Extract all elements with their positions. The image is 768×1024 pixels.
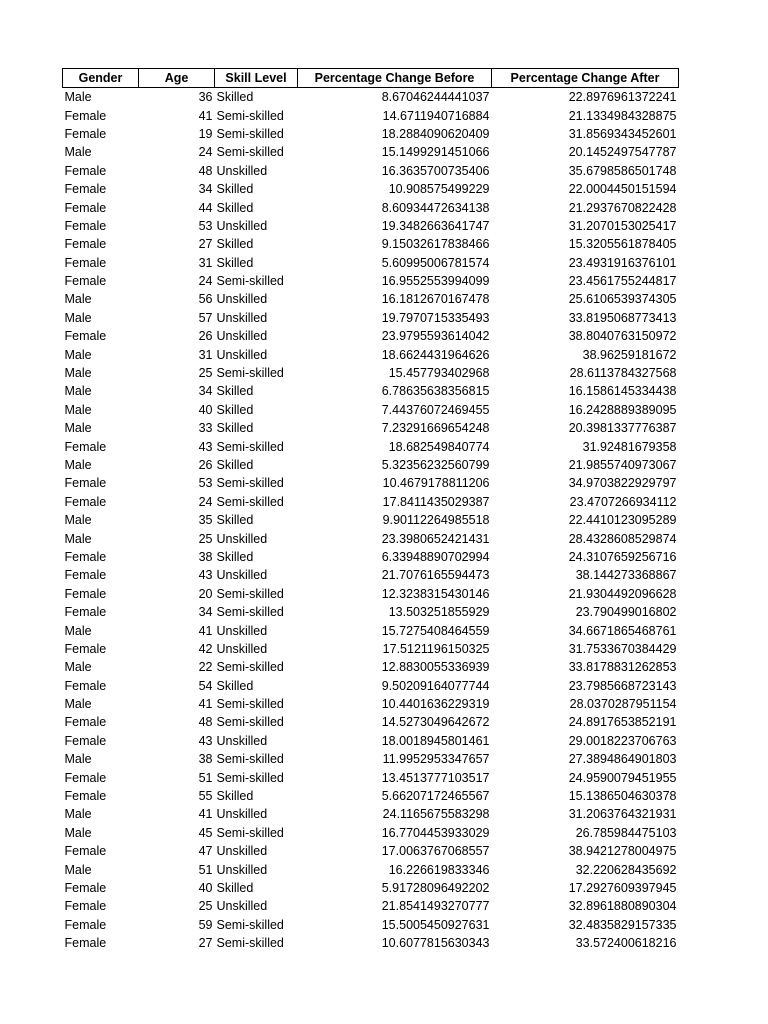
gender-cell: Female: [64, 715, 107, 730]
age-cell: 36: [198, 90, 213, 105]
age-cell: 34: [198, 605, 213, 620]
percentage-change-before-cell: 24.1165675583298: [382, 807, 490, 822]
percentage-change-after-cell: 23.4561755244817: [568, 274, 677, 289]
percentage-change-after-cell: 20.3981337776387: [568, 421, 677, 436]
gender-cell: Male: [64, 90, 92, 105]
percentage-change-after-cell: 17.2927609397945: [568, 880, 677, 895]
skill-level-cell: Unskilled: [216, 292, 268, 307]
percentage-change-after-cell: 33.8195068773413: [568, 310, 677, 325]
table-row: [63, 88, 679, 107]
percentage-change-before-cell: 10.908575499229: [388, 182, 490, 197]
gender-cell: Male: [64, 862, 92, 877]
percentage-change-after-cell: 33.572400618216: [575, 936, 677, 951]
gender-cell: Female: [64, 182, 107, 197]
gender-cell: Male: [64, 458, 92, 472]
percentage-change-after-cell: 24.9590079451955: [568, 770, 677, 785]
gender-cell: Female: [64, 126, 107, 141]
gender-cell: Female: [64, 200, 107, 215]
skill-level-cell: Unskilled: [216, 807, 268, 822]
gender-cell: Female: [64, 237, 107, 252]
percentage-change-before-cell: 6.78635638356815: [381, 384, 490, 399]
skill-level-cell: Skilled: [216, 182, 254, 197]
table-row: [63, 787, 679, 805]
percentage-change-after-cell: 22.8976961372241: [568, 90, 677, 105]
gender-cell: Male: [64, 366, 92, 381]
table-row: [63, 180, 679, 198]
table-row: [63, 695, 679, 713]
table-row: [63, 916, 679, 934]
percentage-change-before-cell: 5.60995006781574: [381, 255, 490, 270]
table-row: [63, 768, 679, 786]
skill-level-cell: Semi-skilled: [216, 476, 284, 491]
percentage-change-after-cell: 32.4835829157335: [568, 917, 677, 932]
percentage-change-before-cell: 18.682549840774: [388, 439, 490, 454]
percentage-change-after-cell: 16.2428889389095: [568, 402, 677, 417]
age-cell: 25: [198, 899, 213, 914]
table-row: [63, 290, 679, 308]
skill-level-cell: Unskilled: [216, 218, 268, 233]
skill-level-cell: Skilled: [216, 880, 254, 895]
skill-level-cell: Skilled: [216, 678, 254, 693]
percentage-change-after-cell: 21.9304492096628: [568, 586, 677, 601]
percentage-change-after-cell: 23.7985668723143: [568, 678, 677, 693]
skill-level-cell: Skilled: [216, 549, 254, 564]
table-row: [63, 934, 679, 952]
table-row: [63, 327, 679, 345]
table-row: [63, 143, 679, 161]
percentage-change-before-cell: 13.503251855929: [388, 605, 490, 620]
skill-level-cell: Skilled: [216, 421, 254, 436]
age-cell: 19: [198, 126, 213, 141]
gender-cell: Male: [64, 697, 92, 712]
percentage-change-before-cell: 19.7970715335493: [381, 310, 490, 325]
percentage-change-after-cell: 26.785984475103: [575, 825, 677, 840]
skill-level-cell: Semi-skilled: [216, 108, 284, 123]
skill-level-cell: Unskilled: [216, 733, 268, 748]
gender-cell: Male: [64, 384, 92, 399]
percentage-change-before-cell: 12.3238315430146: [381, 586, 490, 601]
gender-cell: Male: [64, 145, 92, 160]
age-cell: 55: [198, 789, 213, 804]
age-cell: 59: [198, 917, 213, 932]
age-cell: 24: [198, 494, 213, 509]
gender-cell: Female: [64, 733, 107, 748]
header-age: Age: [139, 69, 215, 88]
gender-cell: Male: [64, 347, 92, 362]
table-row: [63, 621, 679, 639]
percentage-change-after-cell: 21.9855740973067: [568, 458, 677, 472]
age-cell: 44: [198, 200, 213, 215]
skill-level-cell: Unskilled: [216, 899, 268, 914]
age-cell: 43: [198, 568, 213, 583]
table-row: [63, 437, 679, 455]
percentage-change-before-cell: 18.6624431964626: [381, 347, 490, 362]
percentage-change-before-cell: 19.3482663641747: [381, 218, 490, 233]
age-cell: 26: [198, 458, 213, 472]
age-cell: 41: [198, 108, 213, 123]
gender-cell: Female: [64, 770, 107, 785]
skill-level-cell: Unskilled: [216, 347, 268, 362]
skill-level-cell: Skilled: [216, 458, 254, 472]
percentage-change-after-cell: 33.8178831262853: [568, 660, 677, 675]
table-row: [63, 382, 679, 400]
table-row: [63, 750, 679, 768]
skill-level-cell: Skilled: [216, 200, 254, 215]
percentage-change-before-cell: 15.7275408464559: [381, 623, 490, 638]
percentage-change-before-cell: 18.2884090620409: [381, 126, 490, 141]
gender-cell: Female: [64, 568, 107, 583]
age-cell: 41: [198, 807, 213, 822]
age-cell: 43: [198, 733, 213, 748]
skill-level-cell: Semi-skilled: [216, 494, 284, 509]
percentage-change-before-cell: 15.5005450927631: [381, 917, 490, 932]
age-cell: 24: [198, 274, 213, 289]
percentage-change-after-cell: 15.3205561878405: [568, 237, 677, 252]
gender-cell: Female: [64, 329, 107, 344]
percentage-change-before-cell: 23.9795593614042: [381, 329, 490, 344]
gender-cell: Female: [64, 936, 107, 951]
age-cell: 27: [198, 237, 213, 252]
header-skill-level: Skill Level: [215, 69, 298, 88]
gender-cell: Female: [64, 586, 107, 601]
skill-level-cell: Semi-skilled: [216, 145, 284, 160]
skill-level-cell: Semi-skilled: [216, 917, 284, 932]
age-cell: 25: [198, 531, 213, 546]
gender-cell: Male: [64, 310, 92, 325]
table-row: [63, 658, 679, 676]
age-cell: 53: [198, 476, 213, 491]
percentage-change-after-cell: 28.6113784327568: [569, 366, 677, 381]
header-gender: Gender: [63, 69, 139, 88]
gender-cell: Male: [64, 752, 92, 767]
gender-cell: Female: [64, 274, 107, 289]
skill-level-cell: Skilled: [216, 402, 254, 417]
percentage-change-before-cell: 5.32356232560799: [381, 458, 490, 472]
percentage-change-after-cell: 38.9421278004975: [568, 844, 677, 859]
header-percentage-change-after: Percentage Change After: [492, 69, 679, 88]
skill-level-cell: Unskilled: [216, 310, 268, 325]
table-row: [63, 566, 679, 584]
percentage-change-after-cell: 31.92481679358: [582, 439, 677, 454]
age-cell: 48: [198, 163, 213, 178]
skill-level-cell: Unskilled: [216, 844, 268, 859]
skill-level-cell: Unskilled: [216, 623, 268, 638]
gender-cell: Male: [64, 807, 92, 822]
percentage-change-before-cell: 9.90112264985518: [382, 513, 490, 528]
age-cell: 51: [198, 770, 213, 785]
age-cell: 34: [198, 384, 213, 399]
percentage-change-before-cell: 10.4679178811206: [382, 476, 490, 491]
table-row: [63, 106, 679, 124]
age-cell: 20: [198, 586, 213, 601]
percentage-change-before-cell: 10.6077815630343: [381, 936, 490, 951]
gender-cell: Female: [64, 917, 107, 932]
table-row: [63, 879, 679, 897]
gender-cell: Female: [64, 789, 107, 804]
percentage-change-before-cell: 16.3635700735406: [381, 163, 490, 178]
percentage-change-before-cell: 9.15032617838466: [381, 237, 490, 252]
table-row: [63, 640, 679, 658]
percentage-change-after-cell: 24.8917653852191: [568, 715, 677, 730]
percentage-change-before-cell: 10.4401636229319: [381, 697, 490, 712]
table-row: [63, 511, 679, 529]
header-percentage-change-before: Percentage Change Before: [298, 69, 492, 88]
age-cell: 38: [198, 549, 213, 564]
table-row: [63, 254, 679, 272]
table-row: [63, 860, 679, 878]
gender-cell: Male: [64, 623, 92, 638]
age-cell: 22: [198, 660, 213, 675]
skill-level-cell: Unskilled: [216, 568, 268, 583]
percentage-change-before-cell: 6.33948890702994: [381, 549, 490, 564]
percentage-change-before-cell: 11.9952953347657: [382, 752, 490, 767]
skill-level-cell: Semi-skilled: [216, 126, 284, 141]
percentage-change-before-cell: 16.1812670167478: [381, 292, 490, 307]
table-row: [63, 345, 679, 363]
skill-level-cell: Semi-skilled: [216, 936, 284, 951]
age-cell: 48: [198, 715, 213, 730]
percentage-change-after-cell: 16.1586145334438: [568, 384, 677, 399]
table-body: [63, 88, 679, 953]
skill-level-cell: Skilled: [216, 90, 254, 105]
table-row: [63, 493, 679, 511]
gender-cell: Male: [64, 292, 92, 307]
table-row: [63, 603, 679, 621]
table-row: [63, 235, 679, 253]
gender-cell: Female: [64, 108, 107, 123]
skill-level-cell: Skilled: [216, 513, 254, 528]
age-cell: 57: [198, 310, 213, 325]
age-cell: 25: [198, 366, 213, 381]
percentage-change-after-cell: 28.0370287951154: [569, 697, 677, 712]
gender-cell: Male: [64, 825, 92, 840]
age-cell: 31: [198, 255, 213, 270]
age-cell: 35: [198, 513, 213, 528]
percentage-change-before-cell: 12.8830055336939: [381, 660, 490, 675]
percentage-change-after-cell: 32.8961880890304: [568, 899, 677, 914]
table-row: [63, 272, 679, 290]
gender-cell: Female: [64, 899, 107, 914]
age-cell: 26: [198, 329, 213, 344]
percentage-change-after-cell: 23.4707266934112: [569, 494, 677, 509]
percentage-change-after-cell: 38.8040763150972: [568, 329, 677, 344]
percentage-change-before-cell: 18.0018945801461: [381, 733, 490, 748]
percentage-change-before-cell: 9.50209164077744: [381, 678, 490, 693]
age-cell: 38: [198, 752, 213, 767]
percentage-change-after-cell: 15.1386504630378: [568, 789, 677, 804]
skill-level-cell: Unskilled: [216, 862, 268, 877]
age-cell: 54: [198, 678, 213, 693]
age-cell: 41: [198, 697, 213, 712]
percentage-change-before-cell: 15.457793402968: [388, 366, 490, 381]
table-row: [63, 162, 679, 180]
percentage-change-after-cell: 38.96259181672: [582, 347, 677, 362]
percentage-change-after-cell: 23.790499016802: [575, 605, 677, 620]
skill-level-cell: Skilled: [216, 255, 254, 270]
percentage-change-before-cell: 8.67046244441037: [381, 90, 490, 105]
skill-level-cell: Skilled: [216, 384, 254, 399]
percentage-change-after-cell: 31.8569343452601: [568, 126, 677, 141]
skill-level-cell: Semi-skilled: [216, 697, 284, 712]
gender-cell: Female: [64, 163, 107, 178]
age-cell: 24: [198, 145, 213, 160]
gender-cell: Male: [64, 402, 92, 417]
skill-level-cell: Semi-skilled: [216, 366, 284, 381]
age-cell: 47: [198, 844, 213, 859]
percentage-change-after-cell: 38.144273368867: [575, 568, 677, 583]
skill-level-cell: Semi-skilled: [216, 586, 284, 601]
percentage-change-after-cell: 34.9703822929797: [568, 476, 677, 491]
percentage-change-before-cell: 23.3980652421431: [381, 531, 490, 546]
table-row: [63, 805, 679, 823]
table-row: [63, 713, 679, 731]
age-cell: 34: [198, 182, 213, 197]
table-row: [63, 585, 679, 603]
percentage-change-after-cell: 29.0018223706763: [568, 733, 677, 748]
percentage-change-after-cell: 20.1452497547787: [568, 145, 677, 160]
gender-cell: Female: [64, 255, 107, 270]
age-cell: 56: [198, 292, 213, 307]
percentage-change-before-cell: 14.6711940716884: [382, 108, 490, 123]
gender-cell: Female: [64, 844, 107, 859]
gender-cell: Male: [64, 660, 92, 675]
percentage-change-after-cell: 32.220628435692: [575, 862, 677, 877]
skill-level-cell: Unskilled: [216, 163, 268, 178]
percentage-change-after-cell: 22.0004450151594: [568, 182, 677, 197]
percentage-change-before-cell: 21.8541493270777: [381, 899, 490, 914]
age-cell: 43: [198, 439, 213, 454]
gender-cell: Female: [64, 439, 107, 454]
table-row: [63, 419, 679, 437]
table-row: [63, 897, 679, 915]
percentage-change-before-cell: 15.1499291451066: [381, 145, 490, 160]
table-row: [63, 217, 679, 235]
skill-level-cell: Skilled: [216, 237, 254, 252]
percentage-change-after-cell: 27.3894864901803: [568, 752, 677, 767]
gender-cell: Female: [64, 678, 107, 693]
age-cell: 41: [198, 623, 213, 638]
skill-level-cell: Semi-skilled: [216, 660, 284, 675]
percentage-change-after-cell: 22.4410123095289: [568, 513, 677, 528]
percentage-change-before-cell: 5.91728096492202: [381, 880, 490, 895]
table-row: [63, 529, 679, 547]
age-cell: 42: [198, 641, 213, 656]
percentage-change-before-cell: 16.9552553994099: [381, 274, 490, 289]
skill-level-cell: Semi-skilled: [216, 715, 284, 730]
percentage-change-before-cell: 14.5273049642672: [381, 715, 490, 730]
percentage-change-after-cell: 23.4931916376101: [568, 255, 677, 270]
gender-cell: Male: [64, 531, 92, 546]
table-row: [63, 824, 679, 842]
gender-cell: Female: [64, 476, 107, 491]
percentage-change-before-cell: 16.7704453933029: [381, 825, 490, 840]
gender-cell: Female: [64, 549, 107, 564]
percentage-change-before-cell: 17.8411435029387: [382, 494, 490, 509]
age-cell: 53: [198, 218, 213, 233]
gender-cell: Female: [64, 494, 107, 509]
percentage-change-before-cell: 7.23291669654248: [381, 421, 490, 436]
percentage-change-before-cell: 17.5121196150325: [382, 641, 490, 656]
table-row: [63, 401, 679, 419]
percentage-change-after-cell: 21.2937670822428: [568, 200, 677, 215]
header-row: [63, 69, 679, 88]
age-cell: 33: [198, 421, 213, 436]
percentage-change-before-cell: 7.44376072469455: [381, 402, 490, 417]
percentage-change-before-cell: 5.66207172465567: [381, 789, 490, 804]
percentage-change-before-cell: 21.7076165594473: [381, 568, 490, 583]
percentage-change-after-cell: 31.2070153025417: [568, 218, 677, 233]
table-row: [63, 732, 679, 750]
percentage-change-before-cell: 13.4513777103517: [381, 770, 490, 785]
age-cell: 40: [198, 402, 213, 417]
percentage-change-before-cell: 17.0063767068557: [381, 844, 490, 859]
table-row: [63, 456, 679, 474]
table-row: [63, 309, 679, 327]
skill-level-cell: Unskilled: [216, 641, 268, 656]
percentage-change-after-cell: 31.2063764321931: [568, 807, 677, 822]
age-cell: 31: [198, 347, 213, 362]
skill-level-cell: Unskilled: [216, 531, 268, 546]
skill-level-cell: Semi-skilled: [216, 605, 284, 620]
percentage-change-after-cell: 28.4328608529874: [568, 531, 677, 546]
table-row: [63, 677, 679, 695]
skill-level-cell: Semi-skilled: [216, 439, 284, 454]
percentage-change-before-cell: 16.226619833346: [388, 862, 490, 877]
data-table: [62, 68, 679, 952]
age-cell: 51: [198, 862, 213, 877]
percentage-change-after-cell: 35.6798586501748: [568, 163, 677, 178]
skill-level-cell: Skilled: [216, 789, 254, 804]
gender-cell: Male: [64, 513, 92, 528]
gender-cell: Female: [64, 880, 107, 895]
percentage-change-after-cell: 21.1334984328875: [568, 108, 677, 123]
age-cell: 27: [198, 936, 213, 951]
age-cell: 40: [198, 880, 213, 895]
age-cell: 45: [198, 825, 213, 840]
table-row: [63, 474, 679, 492]
percentage-change-before-cell: 8.60934472634138: [381, 200, 490, 215]
gender-cell: Male: [64, 421, 92, 436]
gender-cell: Female: [64, 605, 107, 620]
skill-level-cell: Semi-skilled: [216, 752, 284, 767]
percentage-change-after-cell: 24.3107659256716: [568, 549, 677, 564]
percentage-change-after-cell: 34.6671865468761: [568, 623, 677, 638]
percentage-change-after-cell: 25.6106539374305: [568, 292, 677, 307]
table-row: [63, 842, 679, 860]
gender-cell: Female: [64, 218, 107, 233]
table-row: [63, 198, 679, 216]
percentage-change-after-cell: 31.7533670384429: [568, 641, 677, 656]
gender-cell: Female: [64, 641, 107, 656]
skill-level-cell: Semi-skilled: [216, 770, 284, 785]
table-row: [63, 364, 679, 382]
skill-level-cell: Semi-skilled: [216, 274, 284, 289]
skill-level-cell: Semi-skilled: [216, 825, 284, 840]
skill-level-cell: Unskilled: [216, 329, 268, 344]
table-row: [63, 548, 679, 566]
table-row: [63, 125, 679, 143]
